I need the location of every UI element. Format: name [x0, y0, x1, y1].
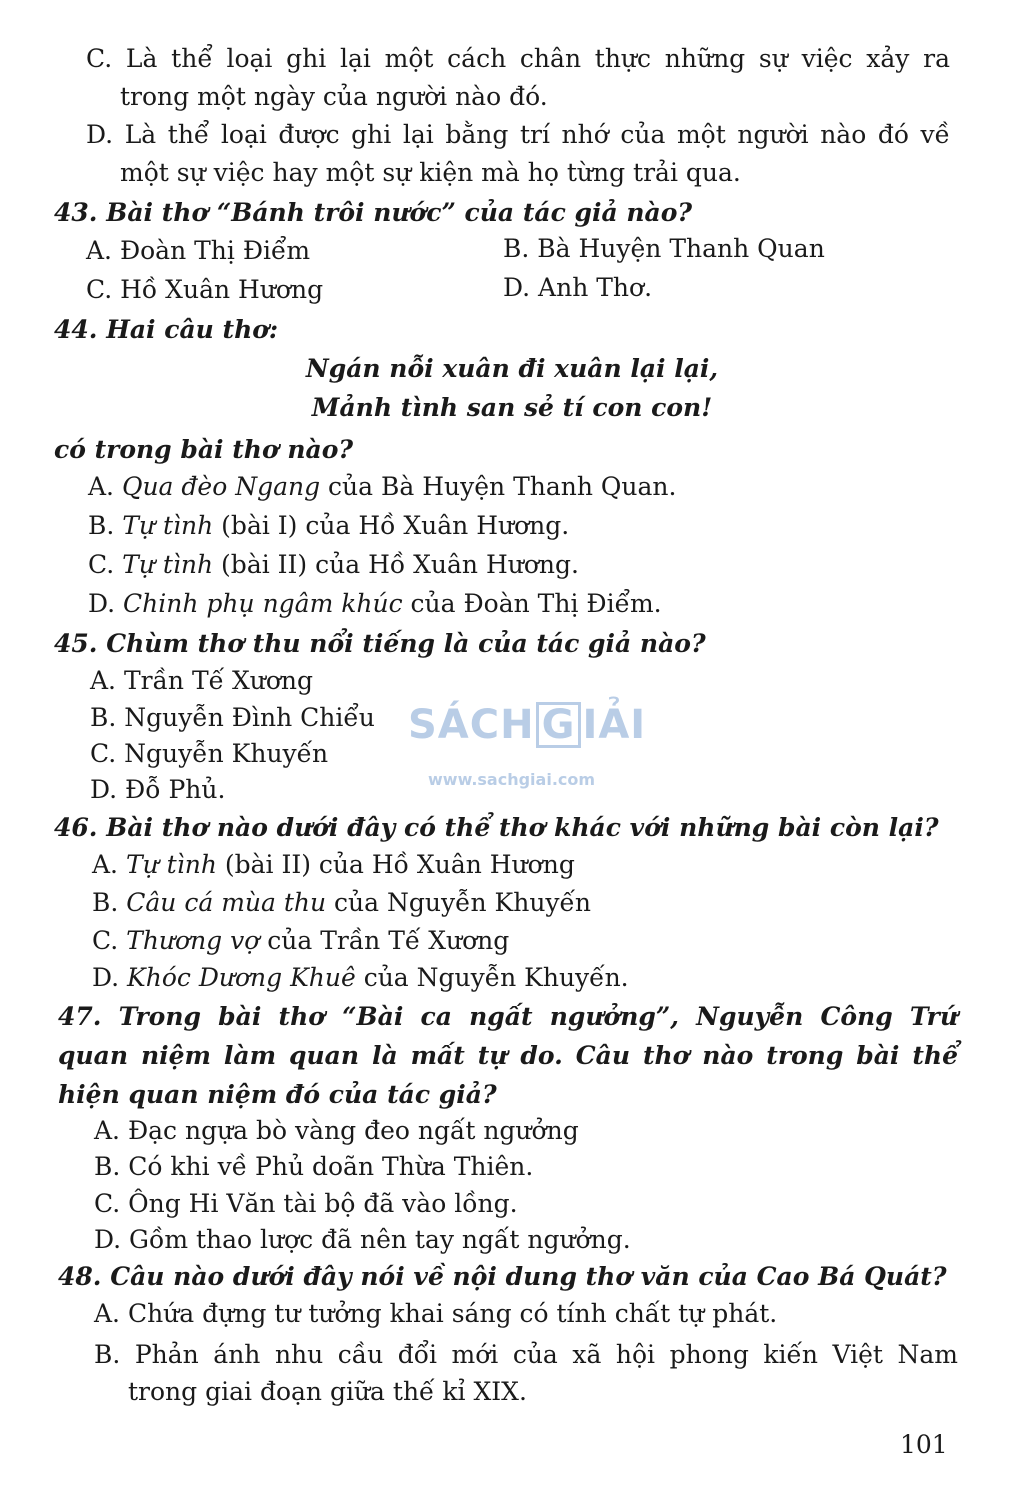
page-number: 101 — [900, 1430, 948, 1459]
question-44: 44. Hai câu thơ: — [54, 315, 279, 344]
poem-line-1: Ngán nỗi xuân đi xuân lại lại, — [305, 354, 719, 383]
question-43: 43. Bài thơ “Bánh trôi nước” của tác giả nào? — [54, 198, 693, 227]
q43-option-c: C. Hồ Xuân Hương — [86, 275, 324, 304]
poem-line-2: Mảnh tình san sẻ tí con con! — [311, 393, 713, 422]
option-c-line1: C. Là thể loại ghi lại một cách chân thực những sự việc xảy ra — [86, 44, 950, 73]
q47-option-c: C. Ông Hi Văn tài bộ đã vào lồng. — [94, 1189, 518, 1218]
q45-option-b: B. Nguyễn Đình Chiểu — [90, 703, 375, 732]
sachgiai-watermark — [408, 692, 647, 796]
q46-option-b: B. Câu cá mùa thu của Nguyễn Khuyến — [92, 888, 592, 917]
q47-option-b: B. Có khi về Phủ doãn Thừa Thiên. — [94, 1152, 534, 1181]
question-44-end: có trong bài thơ nào? — [54, 435, 354, 464]
q47-option-d: D. Gồm thao lược đã nên tay ngất ngưởng. — [94, 1225, 631, 1254]
question-46: 46. Bài thơ nào dưới đây có thể thơ khác với những bài còn lại? — [54, 813, 939, 842]
q48-option-b-line1: B. Phản ánh nhu cầu đổi mới của xã hội phong kiến Việt Nam — [94, 1340, 958, 1369]
watermark-url: www.sachgiai.com — [428, 770, 596, 789]
question-47-line2: quan niệm làm quan là mất tự do. Câu thơ nào trong bài thể — [58, 1041, 958, 1070]
option-d-line1: D. Là thể loại được ghi lại bằng trí nhớ của một người nào đó về — [86, 120, 950, 149]
question-47-line3: hiện quan niệm đó của tác giả? — [58, 1080, 497, 1109]
q43-option-b: B. Bà Huyện Thanh Quan — [503, 234, 825, 263]
question-47-line1: 47. Trong bài thơ “Bài ca ngất ngưởng”, Nguyễn Công Trứ — [58, 1002, 958, 1031]
q45-option-c: C. Nguyễn Khuyến — [90, 739, 329, 768]
q44-option-b: B. Tự tình (bài I) của Hồ Xuân Hương. — [88, 511, 570, 540]
option-c-line2: trong một ngày của người nào đó. — [120, 82, 548, 111]
q44-option-d: D. Chinh phụ ngâm khúc của Đoàn Thị Điểm. — [88, 589, 662, 618]
q46-option-d: D. Khóc Dương Khuê của Nguyễn Khuyến. — [92, 963, 629, 992]
q44-option-c: C. Tự tình (bài II) của Hồ Xuân Hương. — [88, 550, 579, 579]
q45-option-d: D. Đỗ Phủ. — [90, 775, 226, 804]
q44-option-a: A. Qua đèo Ngang của Bà Huyện Thanh Quan. — [88, 472, 677, 501]
watermark-logo: SÁCH G IẢI — [408, 702, 647, 748]
q48-option-b-line2: trong giai đoạn giữa thế kỉ XIX. — [128, 1377, 527, 1406]
q46-option-c: C. Thương vợ của Trần Tế Xương — [92, 926, 510, 955]
q43-option-a: A. Đoàn Thị Điểm — [86, 236, 311, 265]
q48-option-a: A. Chứa đựng tư tưởng khai sáng có tính chất tự phát. — [94, 1299, 778, 1328]
q46-option-a: A. Tự tình (bài II) của Hồ Xuân Hương — [92, 850, 575, 879]
q43-option-d: D. Anh Thơ. — [503, 273, 653, 302]
q45-option-a: A. Trần Tế Xương — [90, 666, 313, 695]
q47-option-a: A. Đạc ngựa bò vàng đeo ngất ngưởng — [94, 1116, 579, 1145]
question-48: 48. Câu nào dưới đây nói về nội dung thơ văn của Cao Bá Quát? — [58, 1262, 947, 1291]
option-d-line2: một sự việc hay một sự kiện mà họ từng trải qua. — [120, 158, 741, 187]
question-45: 45. Chùm thơ thu nổi tiếng là của tác giả nào? — [54, 629, 706, 658]
